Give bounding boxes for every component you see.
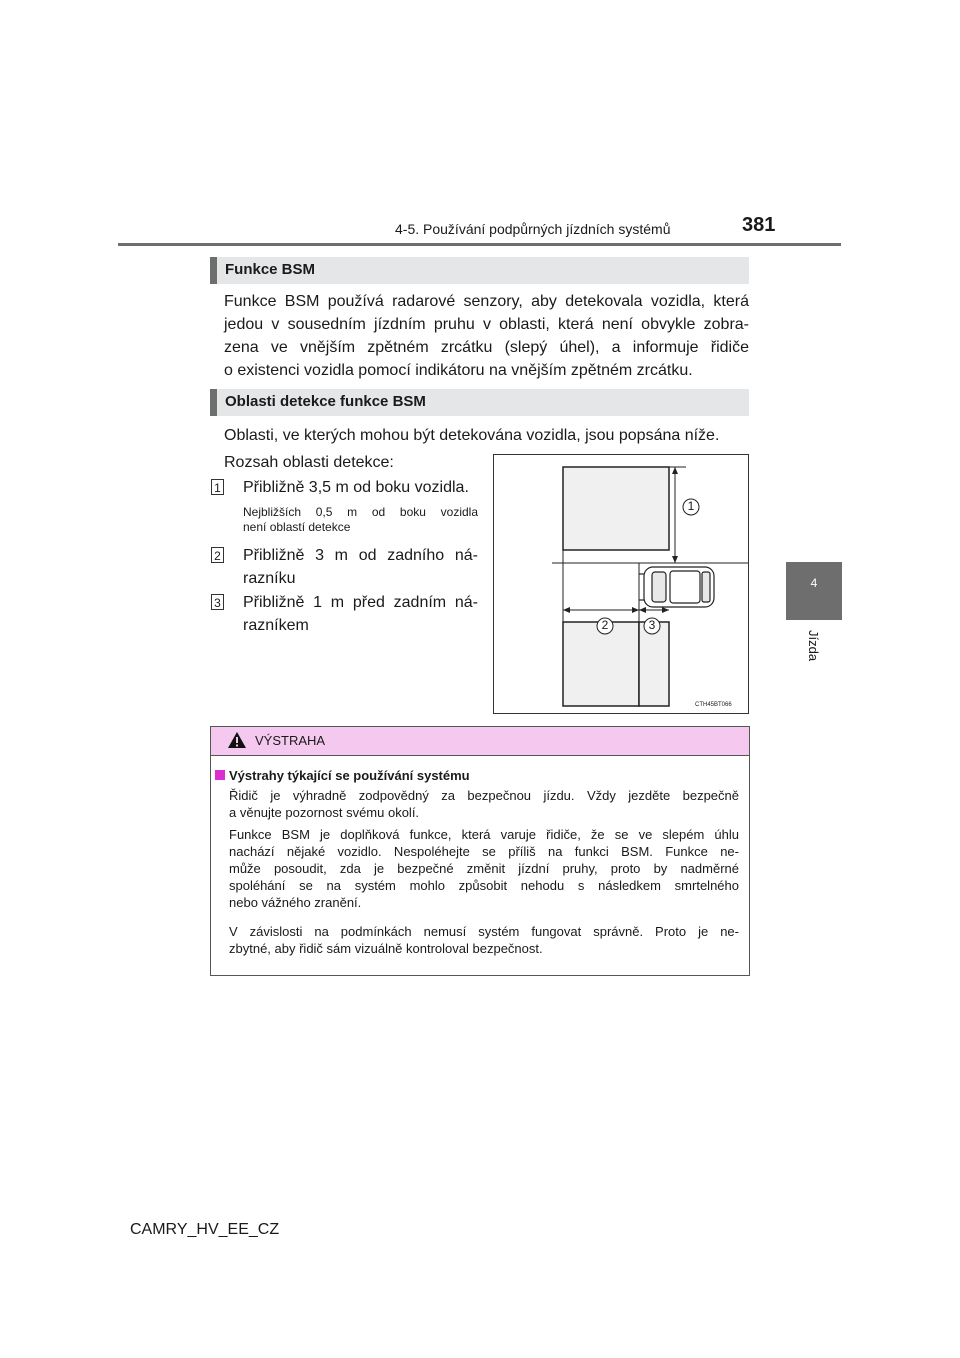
- diagram-code: CTH45BT066: [695, 702, 732, 708]
- page-number: 381: [742, 214, 776, 236]
- warning-triangle-icon: [227, 731, 247, 754]
- item-3-text: Přibližně 1 m před zadním ná- razníkem: [243, 594, 478, 634]
- item-2-text: Přibližně 3 m od zadního ná- razníku: [243, 547, 478, 587]
- callout-1-label: 1: [687, 499, 695, 513]
- chapter-label: Jízda: [806, 630, 821, 662]
- rear-detection-zone: [563, 622, 639, 706]
- section-heading-bsm: [210, 257, 749, 284]
- callout-2-label: 2: [601, 618, 609, 632]
- header-rule: [118, 243, 841, 246]
- item-1-note: Nejbližších 0,5 m od boku vozidla není oblastí detekce: [243, 505, 478, 534]
- section-heading-detection: [210, 389, 749, 416]
- detection-area-diagram: [493, 454, 749, 714]
- bsm-description: Funkce BSM používá radarové senzory, aby detekovala vozidla, která jedou v sousedním jízdním pruhu v oblasti, která není obvykle zobra- zena ve vnějším zpětném zrcátku (slepý úhel), a informuje řidiče o existenci vozidla pomocí indikátoru na vnějším zpětném zrcátku.: [224, 293, 749, 379]
- item-number: 2: [211, 547, 224, 563]
- vehicle-icon: [639, 567, 714, 607]
- range-label: Rozsah oblasti detekce:: [224, 454, 394, 471]
- warning-paragraph-1: Řidič je výhradně zodpovědný za bezpečnou jízdu. Vždy jezděte bezpečně a věnujte pozornost svému okolí.: [229, 788, 739, 820]
- item-1-text: Přibližně 3,5 m od boku vozidla.: [243, 479, 469, 496]
- warning-title: VÝSTRAHA: [255, 733, 326, 748]
- callout-3-label: 3: [648, 618, 656, 632]
- section-marker: [210, 257, 217, 284]
- detection-intro: Oblasti, ve kterých mohou být detekována vozidla, jsou popsána níže.: [224, 427, 720, 444]
- rear-near-zone: [639, 622, 669, 706]
- section-marker: [210, 389, 217, 416]
- item-number: 3: [211, 594, 224, 610]
- document-code: CAMRY_HV_EE_CZ: [130, 1221, 280, 1238]
- diagram-svg: [494, 455, 748, 713]
- warning-paragraph-2: Funkce BSM je doplňková funkce, která varuje řidiče, že se ve slepém úhlu nachází nějaké vozidlo. Nespoléhejte se příliš na funkci BSM. Funkce ne- může posoudit, zda je bezpečné změnit jízdní pruhy, proto by nadměrné spoléhání se na systém mohlo způsobit nehodu s následkem smrtelného nebo vážného zranění.: [229, 827, 739, 910]
- section-title: 4-5. Používání podpůrných jízdních systémů: [395, 221, 671, 237]
- chapter-tab: [786, 562, 842, 620]
- bullet-square-icon: [215, 770, 225, 780]
- section-heading-text: Funkce BSM: [225, 261, 316, 278]
- warning-subheading: Výstrahy týkající se používání systému: [229, 768, 470, 783]
- section-heading-text: Oblasti detekce funkce BSM: [225, 393, 426, 410]
- item-number: 1: [211, 479, 224, 495]
- warning-paragraph-3: V závislosti na podmínkách nemusí systém fungovat správně. Proto je ne- zbytné, aby řidič sám vizuálně kontroloval bezpečnost.: [229, 924, 739, 956]
- chapter-number: 4: [810, 576, 818, 590]
- side-detection-zone: [563, 467, 669, 550]
